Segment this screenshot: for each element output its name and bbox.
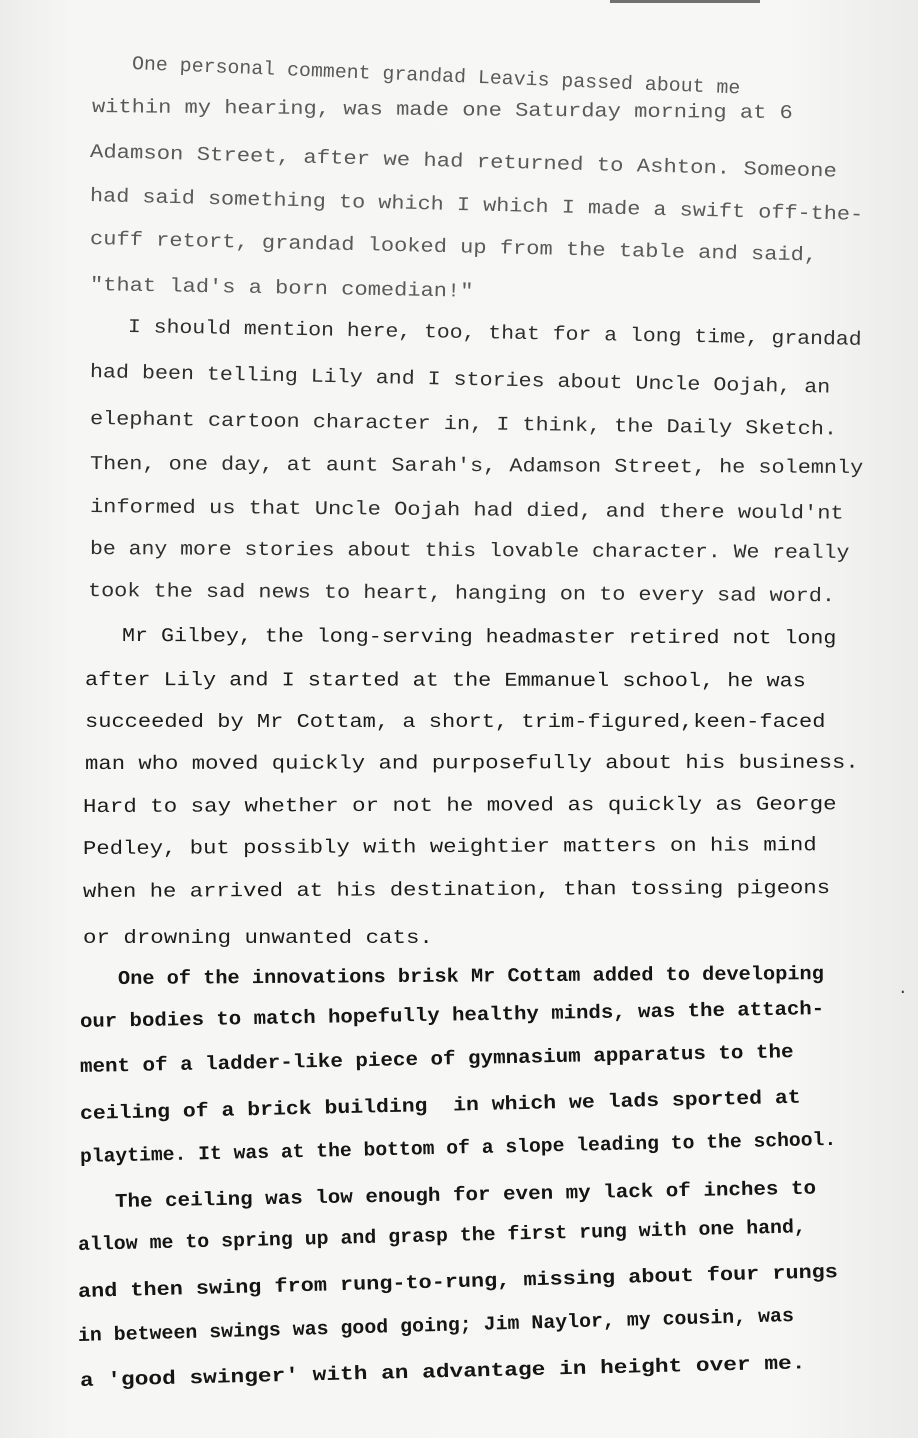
- text-line: informed us that Uncle Oojah had died, and there would'nt: [89, 496, 844, 525]
- text-line: allow me to spring up and grasp the first rung with one hand,: [77, 1216, 807, 1256]
- text-line: after Lily and I started at the Emmanuel school, he was: [84, 669, 806, 693]
- text-line: One of the innovations brisk Mr Cottam added to developing: [117, 963, 824, 990]
- text-line: man who moved quickly and purposefully about his business.: [84, 751, 859, 775]
- text-line: One personal comment grandad Leavis passed about me: [131, 53, 741, 100]
- text-line: took the sad news to heart, hanging on to every sad word.: [87, 580, 836, 608]
- text-line: succeeded by Mr Cottam, a short, trim-figured,keen-faced: [85, 711, 826, 733]
- text-line: had said something to which I which I made a swift off-the-: [89, 185, 864, 226]
- text-line: within my hearing, was made one Saturday morning at 6: [91, 96, 793, 125]
- top-edge-rule: [610, 0, 760, 3]
- stray-mark: .: [898, 980, 908, 998]
- text-line: Adamson Street, after we had returned to Ashton. Someone: [89, 141, 838, 183]
- text-line: cuff retort, grandad looked up from the table and said,: [89, 228, 818, 267]
- text-line: playtime. It was at the bottom of a slope leading to the school.: [79, 1128, 837, 1168]
- text-line: ment of a ladder-like piece of gymnasium apparatus to the: [79, 1041, 794, 1078]
- text-line: a 'good swinger' with an advantage in height over me.: [79, 1352, 806, 1392]
- text-line: "that lad's a born comedian!": [89, 274, 474, 303]
- text-line: and then swing from rung-to-rung, missing about four rungs: [77, 1261, 839, 1303]
- text-line: in between swings was good going; Jim Naylor, my cousin, was: [77, 1305, 795, 1347]
- text-line: had been telling Lily and I stories about Uncle Oojah, an: [89, 361, 831, 399]
- text-line: be any more stories about this lovable character. We really: [89, 538, 850, 564]
- text-line: Hard to say whether or not he moved as quickly as George: [82, 793, 837, 818]
- text-line: Pedley, but possibly with weightier matters on his mind: [82, 834, 817, 860]
- text-line: our bodies to match hopefully healthy minds, was the attach-: [79, 998, 825, 1033]
- text-line: ceiling of a brick building in which we lads sported at: [79, 1086, 801, 1125]
- text-line: or drowning unwanted cats.: [83, 927, 433, 949]
- text-line: Mr Gilbey, the long-serving headmaster retired not long: [121, 625, 837, 650]
- text-line: The ceiling was low enough for even my lack of inches to: [114, 1177, 817, 1213]
- text-line: elephant cartoon character in, I think, the Daily Sketch.: [89, 408, 838, 441]
- text-line: I should mention here, too, that for a long time, grandad: [127, 316, 862, 351]
- text-line: Then, one day, at aunt Sarah's, Adamson Street, he solemnly: [89, 453, 864, 480]
- text-line: when he arrived at his destination, than tossing pigeons: [82, 877, 831, 903]
